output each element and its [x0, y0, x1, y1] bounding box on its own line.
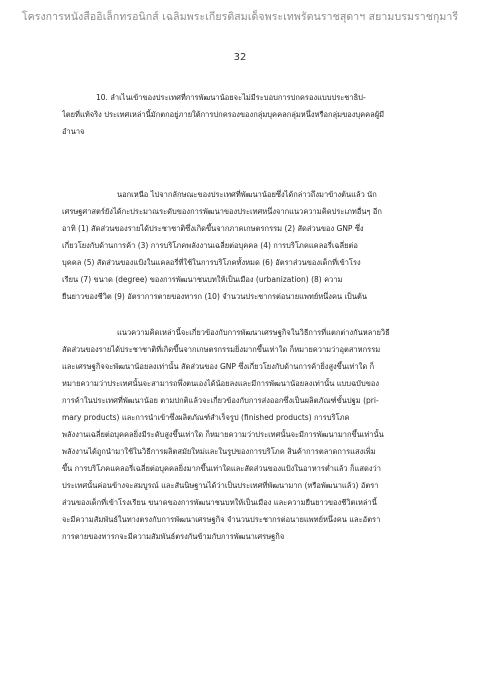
text-line: หมายความว่าประเทศนั้นจะสามารถพึ่งตนเองได้น้อยลงและมีการพัฒนาน้อยลงเท่านั้น แบบฉบับของ: [62, 379, 379, 388]
text-line: การค้าในประเทศที่พัฒนาน้อย ตามปกติแล้วจะเกี่ยวข้องกับการส่งออกซึ่งเป็นผลิตภัณฑ์ขั้นปฐม (pri-: [62, 396, 379, 405]
text-line: และเศรษฐกิจจะพัฒนาน้อยลงเท่านั้น สัดส่วนของ GNP ซึ่งเกี่ยวโยงกับด้านการค้ายิ่งสูงขึ้นเท่าใด ก็: [62, 362, 375, 371]
paragraph-governance: [62, 89, 432, 140]
text-line: เศรษฐศาสตร์ยังได้กะประมาณระดับของการพัฒนาของประเทศหนึ่งจากแนวความคิดประเภทอื่นๆ อีก: [62, 207, 382, 216]
text-line: บุคคล (5) สัดส่วนของแป้งในแคลอรี่ที่ใช้ในการบริโภคทั้งหมด (6) อัตราส่วนของเด็กที่เข้าโรง: [62, 258, 361, 267]
text-line: ขึ้น การบริโภคแคลอรี่เฉลี่ยต่อบุคคลยิ่งมากขึ้นเท่าใดและสัดส่วนของแป้งในอาหารต่ำแล้ว ก็แสดงว่า: [62, 464, 381, 473]
text-line: จะมีความสัมพันธ์ในทางตรงกับการพัฒนาเศรษฐกิจ จำนวนประชากรต่อนายแพทย์หนึ่งคน และอัตรา: [62, 515, 381, 524]
text-line: อำนาจ: [62, 127, 85, 136]
text-line: เกี่ยวโยงกับด้านการค้า (3) การบริโภคพลังงานเฉลี่ยต่อบุคคล (4) การบริโภคแคลอรี่เฉลี่ยต่อ: [62, 241, 358, 250]
text-line: แนวความคิดเหล่านี้จะเกี่ยวข้องกับการพัฒนาเศรษฐกิจในวิธีการที่แตกต่างกันหลายวิธี: [117, 328, 390, 337]
text-line: เรียน (7) ขนาด (degree) ของการพัฒนาชนบทให้เป็นเมือง (urbanization) (8) ความ: [62, 275, 343, 284]
page-number: 32: [233, 52, 247, 63]
project-header: โครงการหนังสืออิเล็กทรอนิกส์ เฉลิมพระเกียรติสมเด็จพระเทพรัตนราชสุดาฯ สยามบรมราชกุมารี: [21, 11, 459, 23]
text-line: นอกเหนือ ไปจากลักษณะของประเทศที่พัฒนาน้อยซึ่งได้กล่าวถึงมาข้างต้นแล้ว นัก: [117, 190, 377, 199]
paragraph-analysis: [62, 324, 432, 545]
text-line: สัดส่วนของรายได้ประชาชาติที่เกิดขึ้นจากเกษตรกรรมยิ่งมากขึ้นเท่าใด ก็หมายความว่าอุตสาหกรรม: [62, 345, 381, 354]
text-line: พลังงานได้ถูกนำมาใช้ในวิธีการผลิตสมัยใหม่และในรูปของการบริโภค สินค้าการตลาดการแสงเพิ่ม: [62, 447, 376, 456]
paragraph-indicators: [62, 186, 432, 305]
text-line: mary products) และการนำเข้าซึ่งผลิตภัณฑ์สำเร็จรูป (finished products) การบริโภค: [62, 413, 350, 422]
text-line: 10. ลำเไนเข้าของประเทศที่การพัฒนาน้อยจะไม่มีระบอบการปกครองแบบประชาธิป-: [96, 93, 366, 102]
text-line: พลังงานเฉลี่ยต่อบุคคลยิ่งมีระดับสูงขึ้นเท่าใด ก็หมายความว่าประเทศนั้นจะมีการพัฒนามากขึ้นเท่านั้น: [62, 430, 384, 439]
text-line: การตายของทารกจะมีความสัมพันธ์ตรงกันข้ามกับการพัฒนาเศรษฐกิจ: [62, 532, 285, 541]
text-line: ไตยที่แท้จริง ประเทศเหล่านี้มักตกอยู่ภายใต้การปกครองของกลุ่มบุคคลกลุ่มหนึ่งหรือกลุ่มของบุคคลผู้มี: [62, 110, 385, 119]
text-line: ประเทศนั้นค่อนข้างจะสมบูรณ์ และสันนิษฐานได้ว่าเป็นประเทศที่พัฒนามาก (หรือพัฒนาแล้ว) อัตรา: [62, 481, 379, 490]
text-line: ส่วนของเด็กที่เข้าโรงเรียน ขนาดของการพัฒนาชนบทให้เป็นเมือง และความยืนยาวของชีวิตเหล่านี้: [62, 498, 377, 507]
text-line: อาทิ (1) สัดส่วนของรายได้ประชาชาติซึ่งเกิดขึ้นจากภาคเกษตรกรรม (2) สัดส่วนของ GNP ซึ่ง: [62, 224, 364, 233]
text-line: ยืนยาวของชีวิต (9) อัตราการตายของทารก (10) จำนวนประชากรต่อนายแพทย์หนึ่งคน เป็นต้น: [62, 292, 367, 301]
